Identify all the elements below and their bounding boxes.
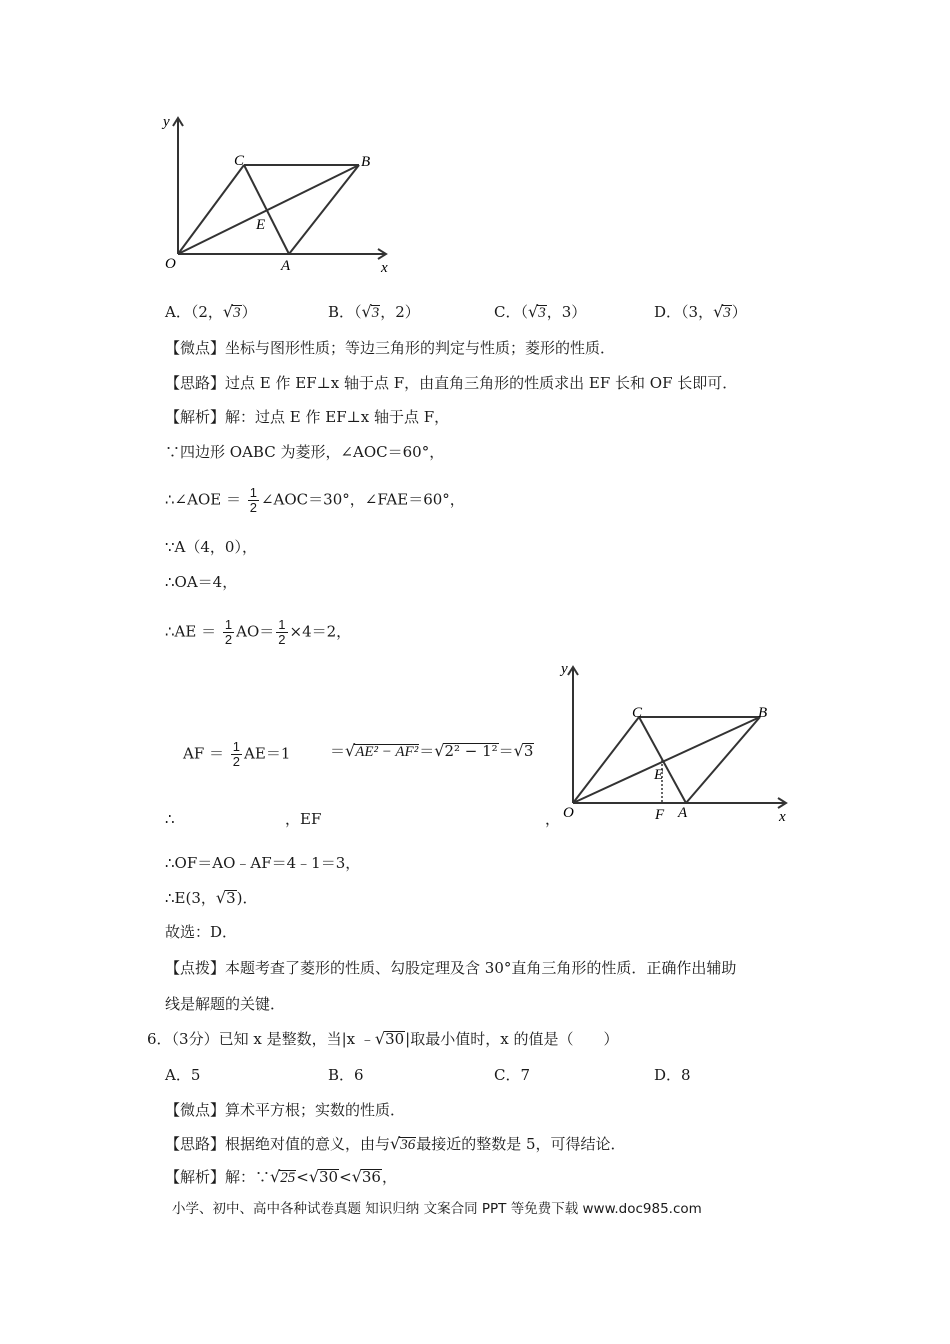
q5-option-c[interactable]: C．（√3，3） — [494, 302, 587, 321]
q5-line-angle: ∴∠AOE ＝ $\frac{1}{2}$ ∠AOC＝30°，∠FAE＝60°， — [165, 485, 465, 515]
rhombus-figure-1 — [155, 108, 405, 278]
point-label-e: E — [654, 767, 664, 783]
q6-stem: 6．（3分）已知 x 是整数，当|x ﹣√30|取最小值时，x 的值是（ ） — [147, 1029, 619, 1048]
point-label-b: B — [361, 154, 371, 170]
q5-line-ef: ，EF — [285, 810, 322, 828]
q6-option-d[interactable]: D．8 — [654, 1066, 691, 1084]
point-label-o: O — [165, 256, 176, 272]
q5-line-oa: ∴OA＝4， — [165, 573, 238, 591]
fraction-half: $\frac{1}{2}$ — [224, 617, 233, 647]
q5-silu: 【思路】过点 E 作 EF⊥x 轴于点 F，由直角三角形的性质求出 EF 长和 OF 长即可． — [165, 374, 738, 392]
q6-option-b[interactable]: B．6 — [328, 1066, 364, 1084]
point-label-a: A — [281, 258, 291, 274]
q5-weidian: 【微点】坐标与图形性质；等边三角形的判定与性质；菱形的性质． — [165, 339, 616, 357]
fraction-half: $\frac{1}{2}$ — [278, 617, 286, 647]
point-label-e: E — [256, 217, 266, 233]
q5-line-ef-calc: ＝√AE² − AF²＝√2² − 1²＝√3 — [330, 741, 534, 760]
axis-label-y: y — [163, 114, 170, 130]
axis-label-y: y — [561, 661, 568, 677]
point-label-b: B — [758, 705, 768, 721]
point-label-c: C — [234, 153, 245, 169]
q5-line-e-coord: ∴E(3，√3)． — [165, 888, 258, 907]
axis-label-x: x — [779, 809, 786, 825]
q6-weidian: 【微点】算术平方根；实数的性质． — [165, 1101, 406, 1119]
q6-silu: 【思路】根据绝对值的意义，由与√36最接近的整数是 5，可得结论． — [165, 1134, 626, 1153]
q5-line-point-a: ∵A（4，0）， — [165, 538, 257, 556]
page-footer: 小学、初中、高中各种试卷真题 知识归纳 文案合同 PPT 等免费下载 www.doc985.com — [172, 1201, 702, 1217]
q5-option-b[interactable]: B．（√3，2） — [328, 302, 420, 321]
point-label-f: F — [655, 807, 665, 823]
point-label-o: O — [563, 805, 574, 821]
rhombus-figure-2 — [555, 655, 800, 827]
q6-option-c[interactable]: C．7 — [494, 1066, 531, 1084]
q5-line-therefore: ∴ — [165, 810, 175, 828]
q5-line-af: AF ＝ $\frac{1}{2}$ AE＝1 — [183, 739, 291, 769]
q6-option-a[interactable]: A．5 — [165, 1066, 201, 1084]
fraction-half: $\frac{1}{2}$ — [232, 739, 241, 769]
q5-dianbo-cont: 线是解题的关键． — [165, 995, 286, 1013]
q5-jiexi: 【解析】解：过点 E 作 EF⊥x 轴于点 F， — [165, 408, 450, 426]
point-label-a: A — [678, 805, 688, 821]
q6-jiexi: 【解析】解：∵√25<√30<√36， — [165, 1167, 397, 1186]
q5-answer: 故选：D． — [165, 923, 238, 941]
q5-option-a[interactable]: A．（2，√3） — [165, 302, 257, 321]
q5-line-comma: ， — [545, 810, 561, 828]
axis-label-x: x — [381, 260, 388, 276]
q5-line-rhombus: ∵四边形 OABC 为菱形，∠AOC＝60°， — [165, 443, 445, 461]
q5-line-ae: ∴AE ＝ $\frac{1}{2}$ AO＝ $\frac{1}{2}$ ×4＝2， — [165, 617, 352, 647]
q5-option-d[interactable]: D．（3，√3） — [654, 302, 747, 321]
point-label-c: C — [632, 705, 643, 721]
q5-line-of: ∴OF＝AO﹣AF＝4﹣1＝3， — [165, 854, 361, 872]
q5-dianbo: 【点拨】本题考查了菱形的性质、勾股定理及含 30°直角三角形的性质．正确作出辅助 — [165, 959, 737, 977]
fraction-half: $\frac{1}{2}$ — [249, 485, 257, 515]
